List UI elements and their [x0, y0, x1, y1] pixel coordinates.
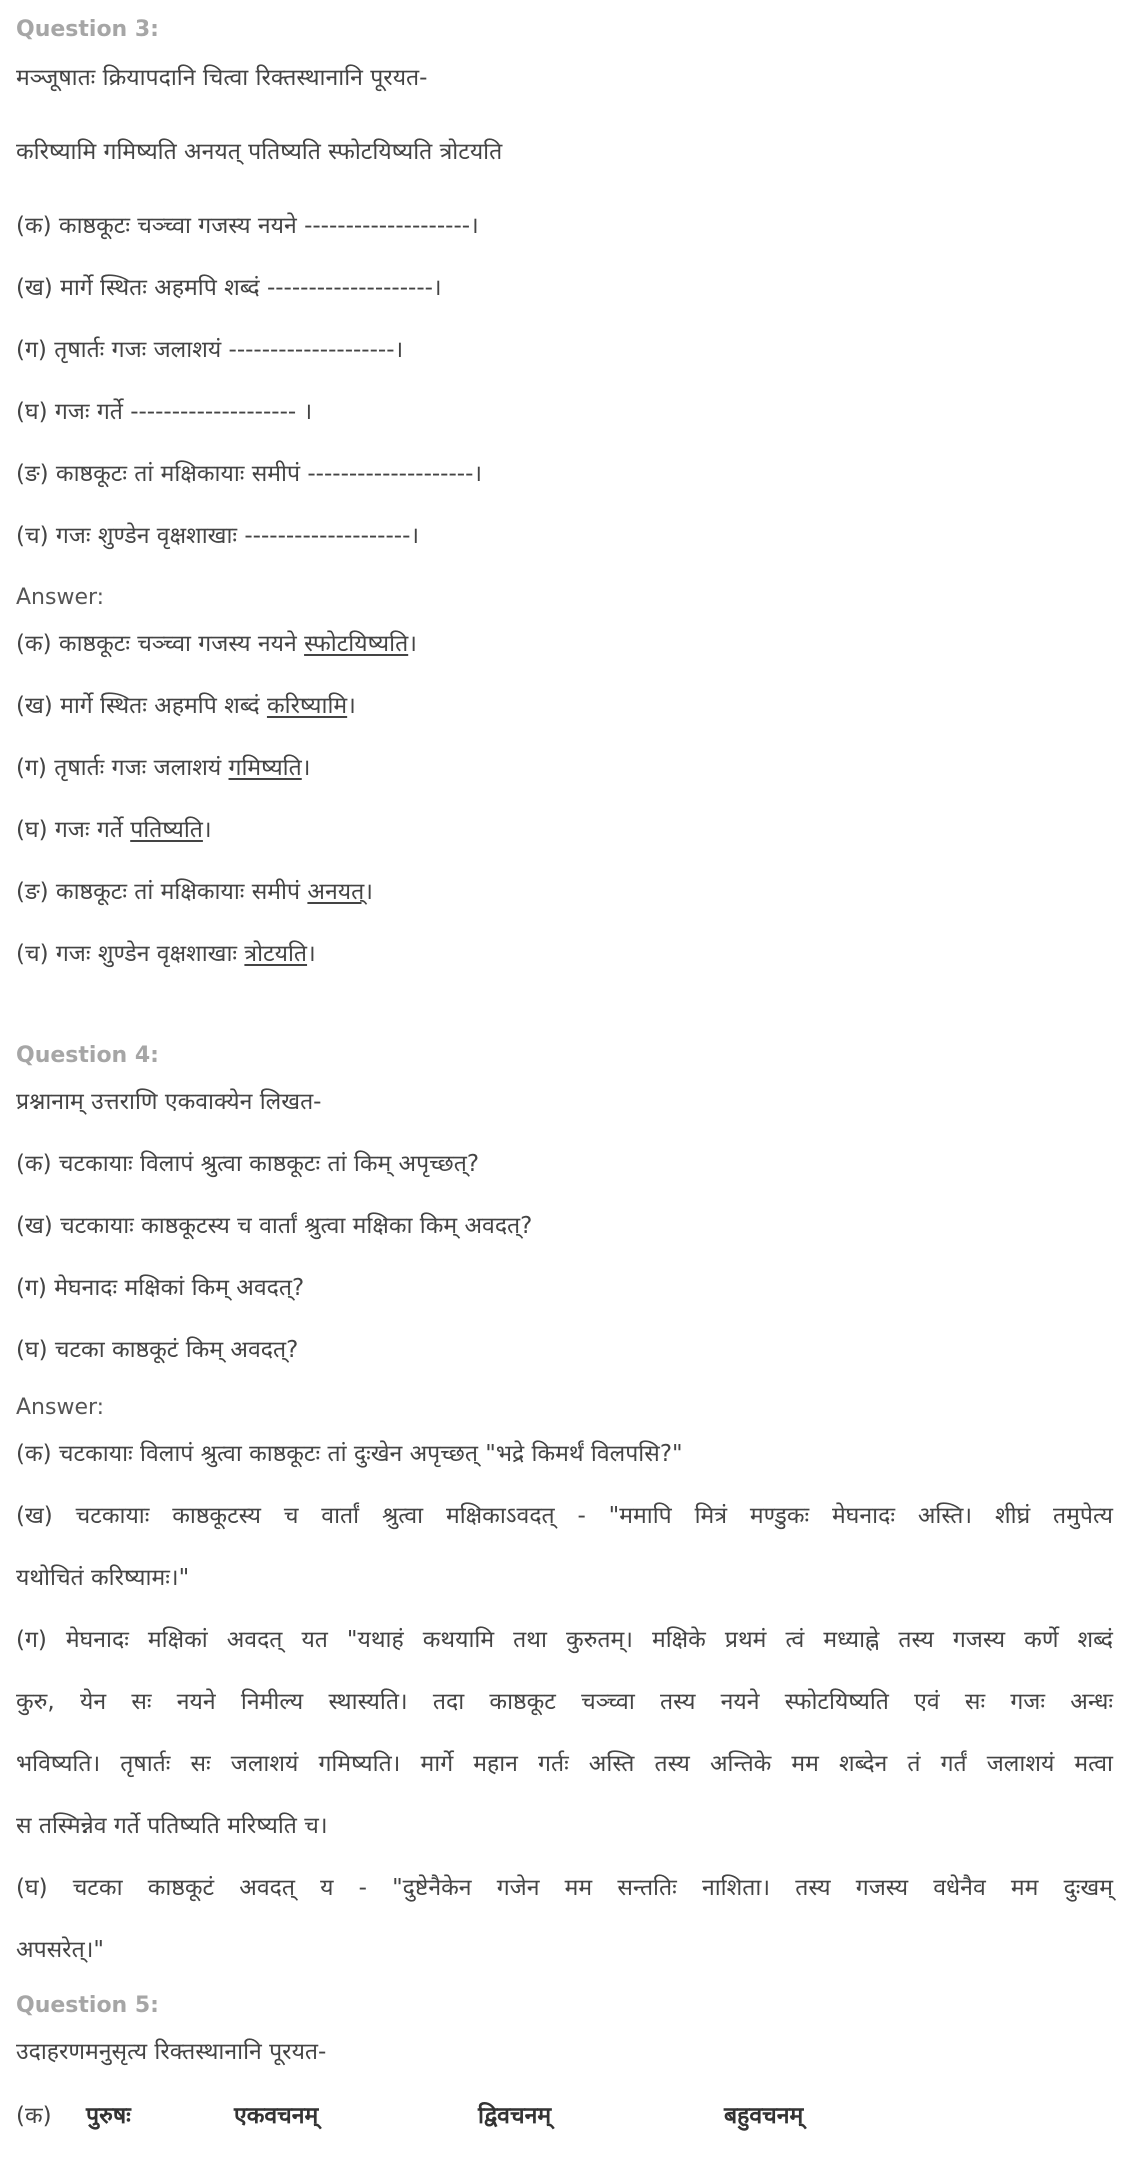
q4-answer-label: Answer: [16, 1395, 105, 1420]
q3-answer-ka [16, 630, 417, 660]
answer-text: (च) गजः शुण्डेन वृक्षशाखाः [16, 941, 245, 967]
answer-end: । [364, 879, 373, 905]
q3-instruction: मञ्जूषातः क्रियापदानि चित्वा रिक्तस्थानानि पूरयत- [16, 65, 428, 91]
answer-word: गमिष्यति [228, 755, 302, 781]
q3-answer-nga [16, 878, 373, 908]
q4-answer-ga-line4: स तस्मिन्नेव गर्ते पतिष्यति मरिष्यति च। [16, 1813, 328, 1839]
q3-answer-gha [16, 816, 212, 846]
q5-instruction: उदाहरणमनुसृत्य रिक्तस्थानानि पूरयत- [16, 2039, 327, 2065]
q4-question-ga: (ग) मेघनादः मक्षिकां किम् अवदत्? [16, 1275, 305, 1301]
answer-end: । [347, 693, 356, 719]
q3-question-gha: (घ) गजः गर्ते -------------------- । [16, 399, 313, 425]
q3-answer-kha [16, 692, 356, 722]
q3-question-kha: (ख) मार्गे स्थितः अहमपि शब्दं --------------------। [16, 275, 442, 301]
q3-answer-cha [16, 940, 316, 970]
q3-answer-label: Answer: [16, 585, 105, 610]
q3-question-nga: (ङ) काष्ठकूटः तां मक्षिकायाः समीपं --------------------। [16, 461, 483, 487]
answer-word: करिष्यामि [266, 693, 348, 719]
row-label: (क) [16, 2103, 52, 2129]
q4-answer-gha-line1: (घ) चटका काष्ठकूटं अवदत् य - "दुष्टेनैकेन गजेन मम सन्ततिः नाशिता। तस्य गजस्य वधेनैव मम दुःखम् [16, 1875, 1113, 1901]
answer-end: । [408, 631, 417, 657]
q4-answer-ga-line2: कुरु, येन सः नयने निमील्य स्थास्यति। तदा काष्ठकूट चञ्च्वा तस्य नयने स्फोटयिष्यति एवं सः गजः अन्धः [16, 1689, 1113, 1715]
q3-question-ka: (क) काष्ठकूटः चञ्च्वा गजस्य नयने --------------------। [16, 213, 479, 239]
answer-end: । [301, 755, 311, 781]
q5-heading: Question 5: [16, 1993, 159, 2018]
answer-end: । [307, 941, 316, 967]
q3-answer-ga [16, 754, 310, 784]
q3-question-ga: (ग) तृषार्तः गजः जलाशयं --------------------। [16, 337, 404, 363]
q4-answer-kha-line1: (ख) चटकायाः काष्ठकूटस्य च वार्तां श्रुत्वा मक्षिकाऽवदत् - "ममापि मित्रं मण्डुकः मेघनादः अस्ति। शीघ्रं तमुपेत्य [16, 1503, 1113, 1529]
answer-text: (ग) तृषार्तः गजः जलाशयं [16, 755, 229, 781]
answer-end: । [202, 817, 212, 843]
col-header-purusha: पुरुषः [86, 2103, 131, 2129]
answer-text: (ख) मार्गे स्थितः अहमपि शब्दं [16, 693, 267, 719]
q3-heading: Question 3: [16, 17, 159, 42]
answer-word: स्फोटयिष्यति [304, 631, 409, 657]
q3-word-box: करिष्यामि गमिष्यति अनयत् पतिष्यति स्फोटयिष्यति त्रोटयति [16, 139, 503, 165]
q4-instruction: प्रश्नानाम् उत्तराणि एकवाक्येन लिखत- [16, 1089, 322, 1115]
answer-word: त्रोटयति [244, 941, 308, 967]
q4-answer-ga-line3: भविष्यति। तृषार्तः सः जलाशयं गमिष्यति। मार्गे महान गर्तः अस्ति तस्य अन्तिके मम शब्देन तं गर्तं जलाशयं मत्वा [16, 1751, 1113, 1777]
answer-text: (घ) गजः गर्ते [16, 817, 131, 843]
q4-question-ka: (क) चटकायाः विलापं श्रुत्वा काष्ठकूटः तां किम् अपृच्छत्? [16, 1151, 480, 1177]
col-header-dvivachanam: द्विवचनम् [478, 2103, 552, 2129]
q4-answer-kha-line2: यथोचितं करिष्यामः।" [16, 1565, 190, 1591]
q5-table-header-row [16, 2098, 1116, 2138]
answer-word: पतिष्यति [130, 817, 203, 843]
q4-answer-ka: (क) चटकायाः विलापं श्रुत्वा काष्ठकूटः तां दुःखेन अपृच्छत् "भद्रे किमर्थं विलपसि?" [16, 1441, 683, 1467]
q3-question-cha: (च) गजः शुण्डेन वृक्षशाखाः --------------------। [16, 523, 420, 549]
col-header-bahuvachanam: बहुवचनम् [724, 2103, 804, 2129]
col-header-ekavachanam: एकवचनम् [234, 2103, 319, 2129]
answer-word: अनयत् [307, 879, 365, 905]
q4-heading: Question 4: [16, 1043, 159, 1068]
q4-answer-ga-line1: (ग) मेघनादः मक्षिकां अवदत् यत "यथाहं कथयामि तथा कुरुतम्। मक्षिके प्रथमं त्वं मध्याह्ने तस्य गजस्य कर्णे शब्दं [16, 1627, 1113, 1653]
q4-answer-gha-line2: अपसरेत्।" [16, 1937, 104, 1963]
q4-question-kha: (ख) चटकायाः काष्ठकूटस्य च वार्तां श्रुत्वा मक्षिका किम् अवदत्? [16, 1213, 533, 1239]
answer-text: (क) काष्ठकूटः चञ्च्वा गजस्य नयने [16, 631, 305, 657]
q4-question-gha: (घ) चटका काष्ठकूटं किम् अवदत्? [16, 1337, 299, 1363]
answer-text: (ङ) काष्ठकूटः तां मक्षिकायाः समीपं [16, 879, 308, 905]
